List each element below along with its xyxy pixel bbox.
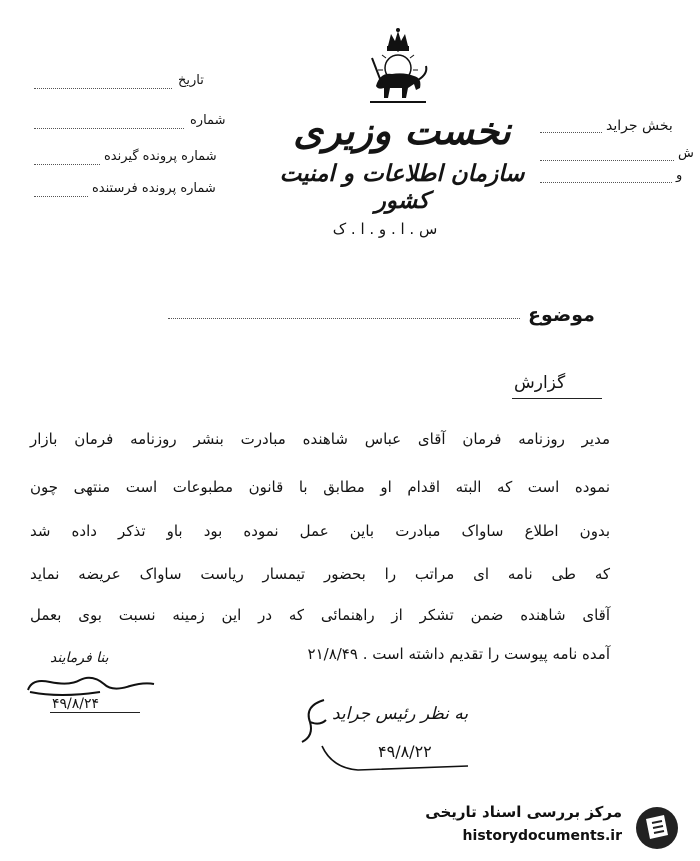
right-field-line bbox=[540, 132, 602, 133]
organization-code: س . ا . و . ا . ک bbox=[332, 220, 438, 238]
handwritten-note-right: به نظر رئیس جراید bbox=[332, 704, 469, 724]
handwritten-date-right: ۴۹/۸/۲۲ bbox=[378, 742, 432, 761]
field-label-date: تاریخ bbox=[178, 73, 204, 88]
body-line: نموده است که البته اقدام او مطابق با قانون مطبوعات است منتهی چون bbox=[30, 478, 610, 496]
right-field-fragment: و bbox=[676, 168, 683, 183]
lion-and-sun-emblem-icon bbox=[358, 28, 438, 110]
field-line-sender-file bbox=[34, 196, 88, 197]
field-line-recipient-file bbox=[34, 164, 100, 165]
watermark-url: historydocuments.ir bbox=[462, 828, 622, 844]
subject-label: موضوع bbox=[528, 304, 595, 326]
field-label-recipient-file: شماره پرونده گیرنده bbox=[104, 149, 217, 164]
report-underline bbox=[512, 398, 602, 399]
page-title: نخست وزیری bbox=[293, 108, 511, 153]
handwritten-note-left: بنا فرمایند bbox=[50, 650, 109, 666]
right-field-fragment: ش bbox=[678, 146, 694, 161]
field-line-date bbox=[34, 88, 172, 89]
field-label-number: شماره bbox=[190, 113, 226, 128]
right-field-line-2 bbox=[540, 160, 674, 161]
date-underline-stroke-icon bbox=[318, 740, 478, 776]
body-line: مدیر روزنامه فرمان آقای عباس شاهنده مبادرت بنشر روزنامه فرمان بازار bbox=[30, 430, 610, 448]
report-heading: گزارش bbox=[514, 373, 566, 393]
subject-line bbox=[168, 318, 520, 319]
handwritten-date-left: ۴۹/۸/۲۴ bbox=[52, 696, 100, 712]
body-line: آقای شاهنده ضمن تشکر از راهنمائی که در این زمینه نسبت بوی بعمل bbox=[30, 606, 610, 624]
right-field-line-3 bbox=[540, 182, 672, 183]
date-underline bbox=[50, 712, 140, 713]
archive-logo-icon bbox=[634, 805, 680, 851]
body-line: بدون اطلاع ساواک مبادرت باین عمل نموده بود باو تذکر داده شد bbox=[30, 522, 610, 540]
body-line: آمده نامه پیوست را تقدیم داشته است . ۲۱/۸/۴۹ bbox=[307, 645, 610, 663]
field-label-sender-file: شماره پرونده فرستنده bbox=[92, 181, 216, 196]
watermark-title: مرکز بررسی اسناد تاریخی bbox=[425, 803, 622, 821]
body-line: که طی نامه ای مراتب را بحضور تیمسار ریاست ساواک عریضه نماید bbox=[30, 565, 610, 583]
field-line-number bbox=[34, 128, 184, 129]
organization-name: سازمان اطلاعات و امنیت کشور bbox=[279, 160, 525, 214]
right-field-label-press: بخش جراید bbox=[606, 118, 673, 134]
signature-flourish-icon bbox=[296, 696, 332, 746]
